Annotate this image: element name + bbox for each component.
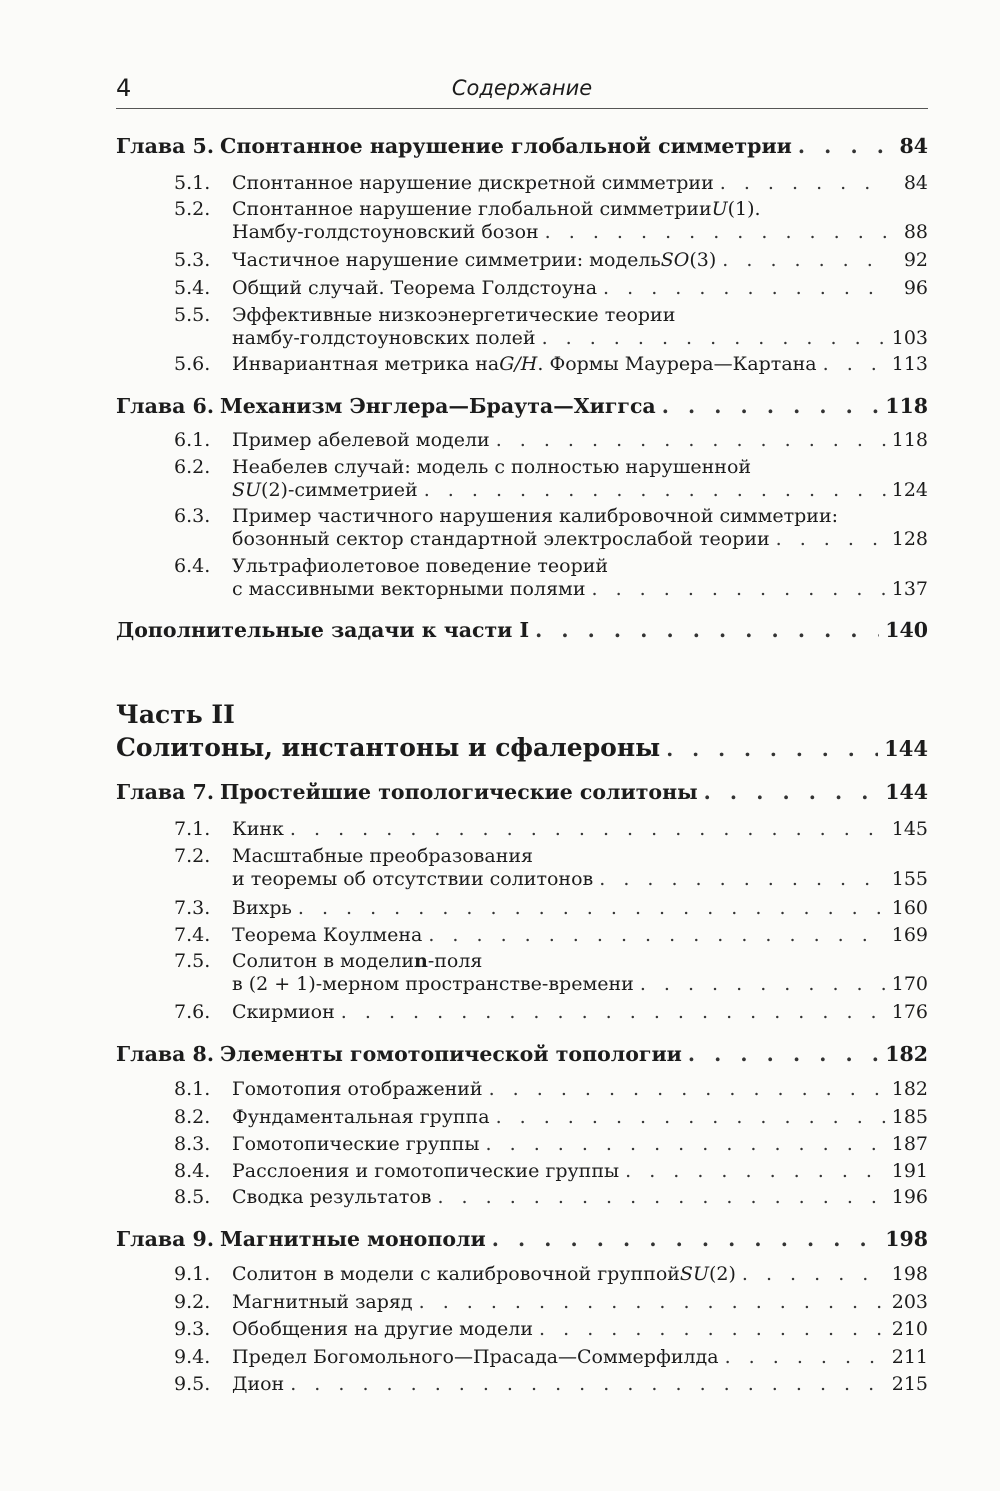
leader-dots (298, 897, 886, 919)
toc-chapter-5[interactable] (116, 134, 928, 158)
toc-section-5-1[interactable] (174, 172, 928, 194)
section-title-part: намбу-голдстоуновских полей (232, 327, 536, 349)
section-number: 6.3. (174, 505, 211, 527)
page-ref: 137 (891, 578, 928, 600)
toc-section-7-6[interactable] (174, 1001, 928, 1023)
toc-section-8-1[interactable] (174, 1078, 928, 1100)
toc-section-7-2[interactable] (174, 845, 928, 890)
section-title-part: Частичное нарушение симметрии: модель (232, 249, 661, 271)
section-title-part: (2) (708, 1263, 736, 1285)
page-ref: 215 (891, 1373, 928, 1395)
section-title: Сводка результатов (232, 1186, 432, 1208)
page-ref: 96 (903, 277, 928, 299)
leader-dots (489, 1078, 886, 1100)
toc-part-2[interactable] (116, 700, 928, 762)
toc-section-5-6[interactable] (174, 353, 928, 375)
chapter-label: Глава 8. (116, 1042, 214, 1066)
section-title-part: (2)-симметрией (261, 479, 418, 501)
leader-dots (720, 172, 886, 194)
section-title-part: с массивными векторными полями (232, 578, 586, 600)
toc-section-9-2[interactable] (174, 1291, 928, 1313)
leader-dots (776, 528, 886, 550)
section-number: 9.1. (174, 1263, 211, 1285)
toc-section-6-3[interactable] (174, 505, 928, 550)
page-ref: 198 (891, 1263, 928, 1285)
page-ref: 113 (891, 353, 928, 375)
leader-dots (535, 618, 879, 642)
page-ref: 176 (891, 1001, 928, 1023)
page-ref: 145 (891, 818, 928, 840)
leader-dots (428, 924, 885, 946)
section-title-part: в (2 + 1)-мерном пространстве-времени (232, 973, 634, 995)
leader-dots (722, 249, 886, 271)
section-title: Гомотопия отображений (232, 1078, 483, 1100)
section-number: 8.4. (174, 1160, 211, 1182)
toc-section-5-4[interactable] (174, 277, 928, 299)
page-ref: 182 (885, 1042, 928, 1066)
section-title-part: (3) (689, 249, 717, 271)
running-title: Содержание (451, 76, 593, 100)
section-title: Предел Богомольного—Прасада—Соммерфилда (232, 1346, 719, 1368)
toc-section-5-2[interactable] (174, 198, 928, 243)
section-title-part: Пример частичного нарушения калибровочной симметрии: (232, 505, 839, 527)
chapter-title: Спонтанное нарушение глобальной симметрии (220, 134, 792, 158)
math-symbol: n (414, 950, 428, 972)
page-ref: 118 (885, 394, 928, 418)
page-ref: 196 (891, 1186, 928, 1208)
toc-chapter-8[interactable] (116, 1042, 928, 1066)
section-number: 8.1. (174, 1078, 211, 1100)
section-title-part: Намбу-голдстоуновский бозон (232, 221, 539, 243)
page-ref: 144 (885, 780, 928, 804)
section-title: Спонтанное нарушение дискретной симметрии (232, 172, 714, 194)
section-title-part: Неабелев случай: модель с полностью нарушенной (232, 456, 752, 478)
toc-section-7-4[interactable] (174, 924, 928, 946)
math-symbol: G/H (499, 353, 538, 375)
section-title-part: Солитон в модели с калибровочной группой (232, 1263, 680, 1285)
toc-section-7-1[interactable] (174, 818, 928, 840)
toc-chapter-9[interactable] (116, 1227, 928, 1251)
page-ref: 210 (891, 1318, 928, 1340)
toc-section-7-5[interactable] (174, 950, 928, 995)
page-ref: 84 (903, 172, 928, 194)
section-number: 9.2. (174, 1291, 211, 1313)
section-title: Общий случай. Теорема Голдстоуна (232, 277, 598, 299)
section-number: 9.5. (174, 1373, 211, 1395)
chapter-label: Глава 9. (116, 1227, 214, 1251)
section-number: 7.5. (174, 950, 211, 972)
section-number: 6.2. (174, 456, 211, 478)
chapter-label: Глава 6. (116, 394, 214, 418)
page-ref: 144 (884, 736, 928, 761)
page-ref: 182 (891, 1078, 928, 1100)
toc-section-6-1[interactable] (174, 429, 928, 451)
page-ref: 169 (891, 924, 928, 946)
leader-dots (290, 818, 886, 840)
page-ref: 84 (899, 134, 928, 158)
section-title: Обобщения на другие модели (232, 1318, 534, 1340)
section-title-part: и теоремы об отсутствии солитонов (232, 868, 594, 890)
section-title: Дион (232, 1373, 285, 1395)
leader-dots (545, 221, 886, 243)
leader-dots (603, 277, 886, 299)
page-ref: 128 (891, 528, 928, 550)
leader-dots (640, 973, 886, 995)
toc-chapter-6[interactable] (116, 394, 928, 418)
leader-dots (492, 1227, 880, 1251)
page-ref: 170 (891, 973, 928, 995)
chapter-label: Глава 7. (116, 780, 214, 804)
section-number: 7.4. (174, 924, 211, 946)
leader-dots (704, 780, 880, 804)
section-number: 5.6. (174, 353, 211, 375)
section-title-part: Солитон в модели (232, 950, 414, 972)
section-number: 5.1. (174, 172, 211, 194)
leader-dots (419, 1291, 886, 1313)
page-ref: 92 (903, 249, 928, 271)
toc-section-9-3[interactable] (174, 1318, 928, 1340)
leader-dots (798, 134, 886, 158)
section-number: 5.5. (174, 304, 211, 326)
section-title: Магнитный заряд (232, 1291, 413, 1313)
section-title: Кинк (232, 818, 284, 840)
section-number: 8.2. (174, 1106, 211, 1128)
leader-dots (592, 578, 886, 600)
leader-dots (742, 1263, 886, 1285)
page-ref: 185 (891, 1106, 928, 1128)
toc-section-9-4[interactable] (174, 1346, 928, 1368)
toc-section-5-3[interactable] (174, 249, 928, 271)
leader-dots (424, 479, 886, 501)
leader-dots (290, 1373, 886, 1395)
chapter-label: Глава 5. (116, 134, 214, 158)
math-symbol: SO (660, 249, 690, 271)
section-title: Скирмион (232, 1001, 335, 1023)
page-ref: 118 (891, 429, 928, 451)
leader-dots (725, 1346, 886, 1368)
leader-dots (486, 1133, 886, 1155)
toc-section-8-3[interactable] (174, 1133, 928, 1155)
section-number: 6.1. (174, 429, 211, 451)
page-ref: 160 (891, 897, 928, 919)
leader-dots (666, 737, 878, 761)
leader-dots (823, 353, 886, 375)
chapter-title: Простейшие топологические солитоны (220, 780, 698, 804)
page-number: 4 (116, 74, 132, 102)
toc-extra-problems[interactable] (116, 618, 928, 642)
math-symbol: SU (232, 479, 262, 501)
toc-section-5-5[interactable] (174, 304, 928, 349)
page-ref: 187 (891, 1133, 928, 1155)
part-label: Часть II (116, 700, 235, 729)
section-title-part: Эффективные низкоэнергетические теории (232, 304, 676, 326)
chapter-title: Элементы гомотопической топологии (220, 1042, 682, 1066)
toc-section-8-2[interactable] (174, 1106, 928, 1128)
toc-section-8-5[interactable] (174, 1186, 928, 1208)
page-ref: 211 (891, 1346, 928, 1368)
leader-dots (341, 1001, 886, 1023)
section-number: 7.1. (174, 818, 211, 840)
section-title-part: . Формы Маурера—Картана (537, 353, 817, 375)
toc-section-9-5[interactable] (174, 1373, 928, 1395)
section-title-part: Инвариантная метрика на (232, 353, 500, 375)
toc-section-6-4[interactable] (174, 555, 928, 600)
section-number: 9.4. (174, 1346, 211, 1368)
section-number: 8.3. (174, 1133, 211, 1155)
section-title-part: (1). (727, 198, 761, 220)
section-title: Расслоения и гомотопические группы (232, 1160, 620, 1182)
running-header (116, 72, 928, 109)
section-title-part: Масштабные преобразования (232, 845, 534, 867)
page-ref: 88 (903, 221, 928, 243)
section-title-part: бозонный сектор стандартной электрослабой теории (232, 528, 770, 550)
section-title-part: Ультрафиолетовое поведение теорий (232, 555, 609, 577)
page-ref: 198 (885, 1227, 928, 1251)
extra-title: Дополнительные задачи к части I (116, 618, 530, 642)
section-title: Вихрь (232, 897, 292, 919)
page-ref: 191 (891, 1160, 928, 1182)
page-ref: 124 (891, 479, 928, 501)
section-number: 5.2. (174, 198, 211, 220)
section-title-part: Спонтанное нарушение глобальной симметрии (232, 198, 712, 220)
section-number: 7.2. (174, 845, 211, 867)
section-number: 6.4. (174, 555, 211, 577)
part-title: Солитоны, инстантоны и сфалероны (116, 733, 661, 762)
leader-dots (542, 327, 886, 349)
section-number: 9.3. (174, 1318, 211, 1340)
leader-dots (496, 429, 886, 451)
math-symbol: SU (679, 1263, 709, 1285)
section-title: Фундаментальная группа (232, 1106, 490, 1128)
toc-section-8-4[interactable] (174, 1160, 928, 1182)
section-title: Гомотопические группы (232, 1133, 480, 1155)
leader-dots (539, 1318, 886, 1340)
page-ref: 103 (891, 327, 928, 349)
section-title-part: -поля (427, 950, 483, 972)
section-title: Пример абелевой модели (232, 429, 490, 451)
leader-dots (688, 1042, 879, 1066)
page-ref: 155 (891, 868, 928, 890)
toc-section-7-3[interactable] (174, 897, 928, 919)
leader-dots (496, 1106, 886, 1128)
chapter-title: Механизм Энглера—Браута—Хиггса (220, 394, 656, 418)
math-symbol: U (711, 198, 728, 220)
leader-dots (437, 1186, 885, 1208)
page-ref: 140 (885, 618, 928, 642)
toc-section-9-1[interactable] (174, 1263, 928, 1285)
leader-dots (599, 868, 886, 890)
section-title: Теорема Коулмена (232, 924, 423, 946)
toc-section-6-2[interactable] (174, 456, 928, 501)
section-number: 5.3. (174, 249, 211, 271)
section-number: 5.4. (174, 277, 211, 299)
page-ref: 203 (891, 1291, 928, 1313)
leader-dots (662, 394, 879, 418)
toc-chapter-7[interactable] (116, 780, 928, 804)
section-number: 7.3. (174, 897, 211, 919)
chapter-title: Магнитные монополи (220, 1227, 486, 1251)
leader-dots (625, 1160, 886, 1182)
section-number: 7.6. (174, 1001, 211, 1023)
section-number: 8.5. (174, 1186, 211, 1208)
